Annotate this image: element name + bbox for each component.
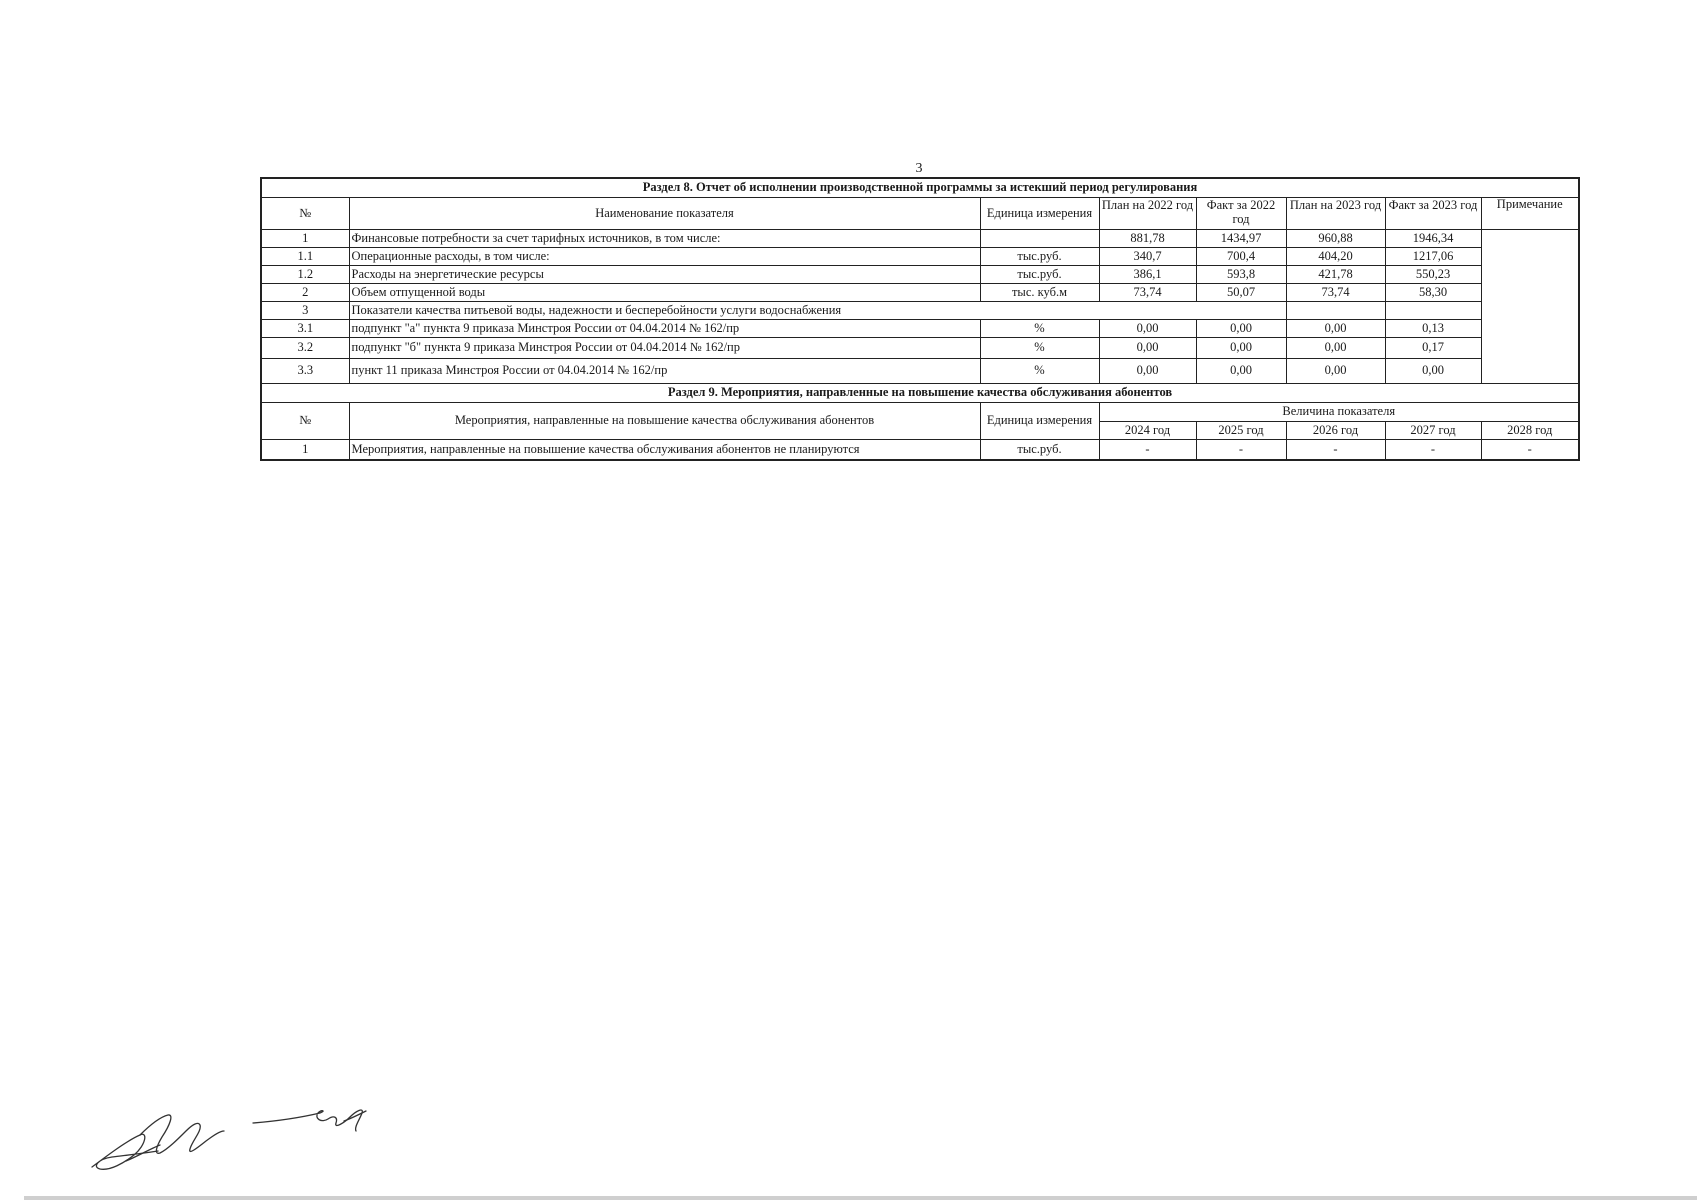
table-row (261, 266, 1579, 284)
row-num: 1.1 (261, 248, 349, 266)
header-unit: Единица измерения (980, 403, 1099, 440)
row-num: 1 (261, 230, 349, 248)
row-plan-2023 (1286, 302, 1385, 320)
row-value: - (1099, 440, 1196, 461)
row-plan-2023: 0,00 (1286, 359, 1385, 384)
row-unit: тыс.руб. (980, 440, 1099, 461)
row-plan-2022: 0,00 (1099, 320, 1196, 338)
row-name: Показатели качества питьевой воды, надежности и бесперебойности услуги водоснабжения (349, 302, 1286, 320)
row-fact-2023: 1217,06 (1385, 248, 1481, 266)
scan-edge-bar (24, 1196, 1697, 1200)
row-fact-2022: 1434,97 (1196, 230, 1286, 248)
row-plan-2022: 386,1 (1099, 266, 1196, 284)
row-value: - (1196, 440, 1286, 461)
header-fact-2023: Факт за 2023 год (1385, 198, 1481, 230)
row-value: - (1385, 440, 1481, 461)
section8-title-row (261, 178, 1579, 198)
row-name: Мероприятия, направленные на повышение качества обслуживания абонентов не планируются (349, 440, 980, 461)
table-row (261, 359, 1579, 384)
table-row (261, 302, 1579, 320)
row-num: 3.1 (261, 320, 349, 338)
row-name: Расходы на энергетические ресурсы (349, 266, 980, 284)
row-num: 1.2 (261, 266, 349, 284)
row-num: 3.2 (261, 338, 349, 359)
row-plan-2022: 73,74 (1099, 284, 1196, 302)
row-unit: % (980, 338, 1099, 359)
row-fact-2022: 0,00 (1196, 320, 1286, 338)
header-year: 2027 год (1385, 422, 1481, 440)
header-num: № (261, 403, 349, 440)
table-row (261, 320, 1579, 338)
row-name: пункт 11 приказа Минстроя России от 04.04.2014 № 162/пр (349, 359, 980, 384)
header-measures: Мероприятия, направленные на повышение качества обслуживания абонентов (349, 403, 980, 440)
header-unit: Единица измерения (980, 198, 1099, 230)
row-fact-2022: 700,4 (1196, 248, 1286, 266)
table-row (261, 440, 1579, 461)
page-number: 3 (915, 161, 923, 176)
row-unit (980, 230, 1099, 248)
row-plan-2022: 0,00 (1099, 338, 1196, 359)
row-fact-2023: 0,00 (1385, 359, 1481, 384)
row-name: подпункт "а" пункта 9 приказа Минстроя России от 04.04.2014 № 162/пр (349, 320, 980, 338)
header-year: 2028 год (1481, 422, 1579, 440)
header-indicator-value: Величина показателя (1099, 403, 1579, 422)
row-plan-2022: 340,7 (1099, 248, 1196, 266)
table-row (261, 338, 1579, 359)
row-plan-2023: 404,20 (1286, 248, 1385, 266)
table-row (261, 230, 1579, 248)
row-fact-2023: 0,13 (1385, 320, 1481, 338)
section8-title: Раздел 8. Отчет об исполнении производственной программы за истекший период регулирования (261, 178, 1579, 198)
row-plan-2023: 0,00 (1286, 320, 1385, 338)
row-fact-2023: 0,17 (1385, 338, 1481, 359)
row-fact-2022: 0,00 (1196, 338, 1286, 359)
row-fact-2022: 0,00 (1196, 359, 1286, 384)
header-fact-2022: Факт за 2022 год (1196, 198, 1286, 230)
row-plan-2022: 881,78 (1099, 230, 1196, 248)
section8-header-row (261, 198, 1579, 230)
row-fact-2022: 593,8 (1196, 266, 1286, 284)
row-unit: тыс.руб. (980, 266, 1099, 284)
row-fact-2023: 1946,34 (1385, 230, 1481, 248)
row-fact-2023: 550,23 (1385, 266, 1481, 284)
note-cell (1481, 230, 1579, 384)
row-value: - (1286, 440, 1385, 461)
header-year: 2024 год (1099, 422, 1196, 440)
header-name: Наименование показателя (349, 198, 980, 230)
row-num: 1 (261, 440, 349, 461)
row-plan-2023: 421,78 (1286, 266, 1385, 284)
table-row (261, 248, 1579, 266)
row-name: Операционные расходы, в том числе: (349, 248, 980, 266)
header-plan-2022: План на 2022 год (1099, 198, 1196, 230)
row-num: 2 (261, 284, 349, 302)
row-unit: тыс. куб.м (980, 284, 1099, 302)
row-value: - (1481, 440, 1579, 461)
table-row (261, 284, 1579, 302)
row-unit: % (980, 359, 1099, 384)
row-num: 3 (261, 302, 349, 320)
header-plan-2023: План на 2023 год (1286, 198, 1385, 230)
report-table (260, 177, 1580, 461)
section9-title: Раздел 9. Мероприятия, направленные на повышение качества обслуживания абонентов (261, 384, 1579, 403)
header-year: 2026 год (1286, 422, 1385, 440)
row-num: 3.3 (261, 359, 349, 384)
row-fact-2023: 58,30 (1385, 284, 1481, 302)
row-name: Финансовые потребности за счет тарифных источников, в том числе: (349, 230, 980, 248)
section9-title-row (261, 384, 1579, 403)
row-unit: тыс.руб. (980, 248, 1099, 266)
row-unit: % (980, 320, 1099, 338)
handwritten-signature (88, 1095, 388, 1175)
row-plan-2022: 0,00 (1099, 359, 1196, 384)
header-year: 2025 год (1196, 422, 1286, 440)
row-fact-2022: 50,07 (1196, 284, 1286, 302)
row-fact-2023 (1385, 302, 1481, 320)
row-name: Объем отпущенной воды (349, 284, 980, 302)
row-plan-2023: 960,88 (1286, 230, 1385, 248)
header-note: Примечание (1481, 198, 1579, 230)
row-plan-2023: 73,74 (1286, 284, 1385, 302)
header-num: № (261, 198, 349, 230)
row-plan-2023: 0,00 (1286, 338, 1385, 359)
section9-header-row (261, 403, 1579, 422)
row-name: подпункт "б" пункта 9 приказа Минстроя России от 04.04.2014 № 162/пр (349, 338, 980, 359)
